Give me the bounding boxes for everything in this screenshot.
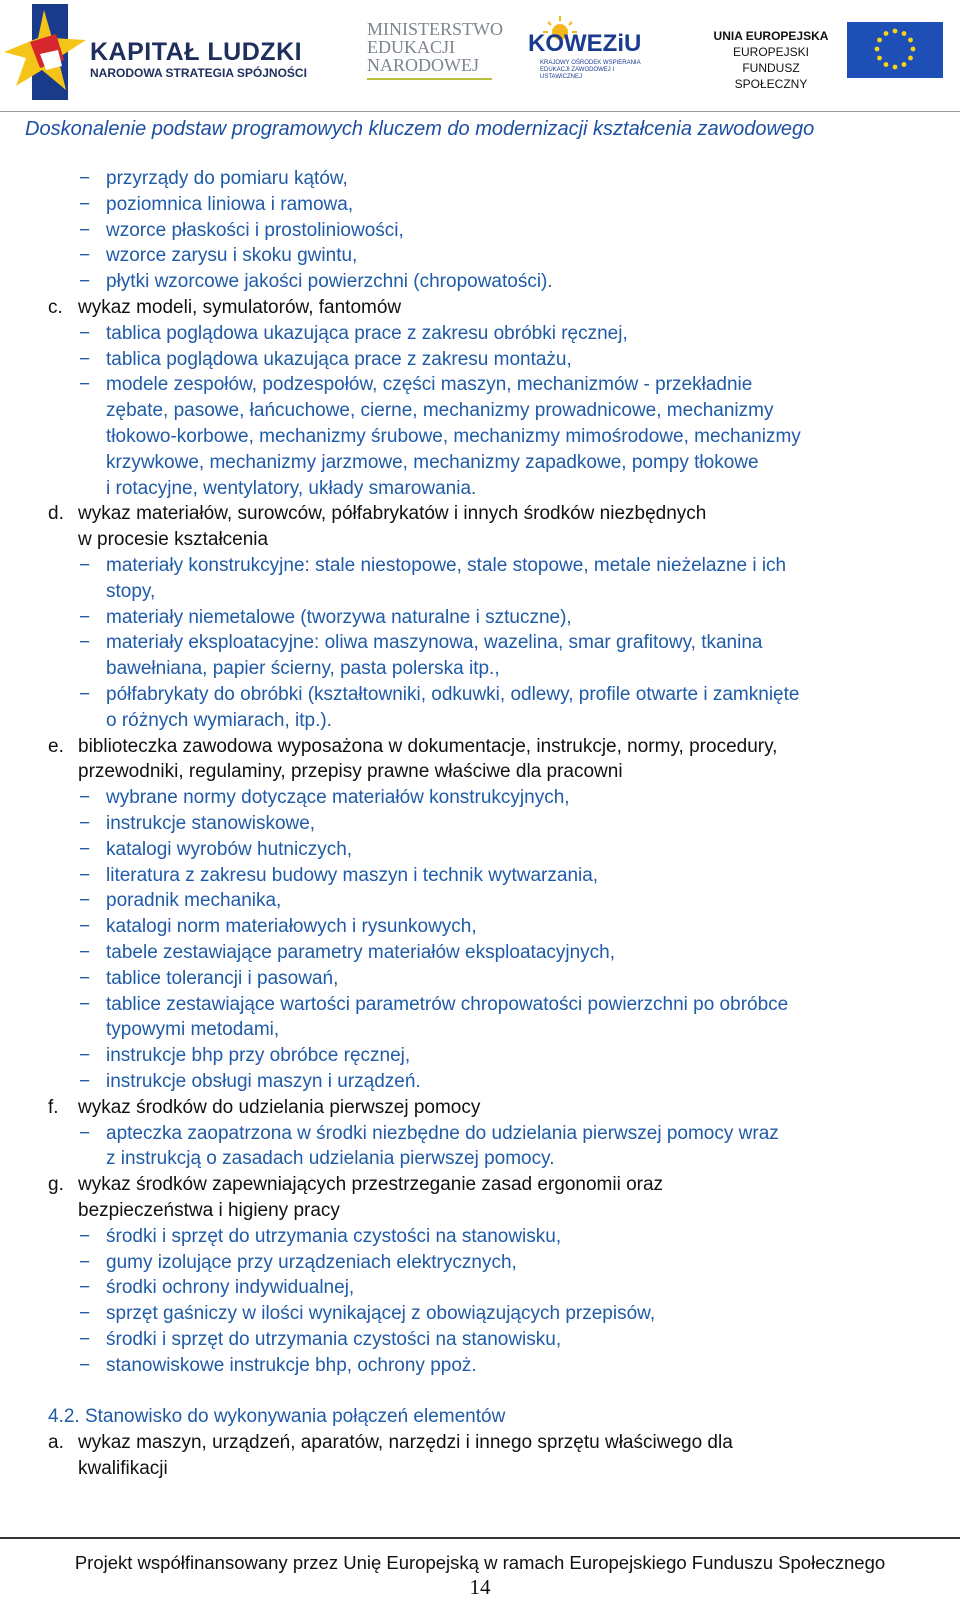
header-logos <box>0 0 960 112</box>
list-dash: − <box>79 1045 91 1067</box>
line-text: wykaz maszyn, urządzeń, aparatów, narzędzi i innego sprzętu właściwego dla <box>78 1432 733 1454</box>
eu-line-2: EUROPEJSKI <box>732 45 810 59</box>
line-text: instrukcje bhp przy obróbce ręcznej, <box>106 1045 411 1067</box>
list-dash: − <box>79 632 91 654</box>
list-dash: − <box>79 193 91 215</box>
eu-line-3: FUNDUSZ SPOŁECZNY <box>734 61 808 91</box>
kapital-ludzki-title: KAPITAŁ LUDZKI <box>90 38 303 66</box>
eu-flag-icon <box>847 22 943 78</box>
list-dash: − <box>79 1225 91 1247</box>
line-text: tablice tolerancji i pasowań, <box>106 967 339 989</box>
kowezu-logo-subtitle: KRAJOWY OŚRODEK WSPIERANIA EDUKACJI ZAWODOWEJ I USTAWICZNEJ <box>540 60 641 80</box>
line-text: tablica poglądowa ukazująca prace z zakresu montażu, <box>106 348 572 370</box>
line-text: tablice zestawiające wartości parametrów chropowatości powierzchni po obróbce <box>106 993 789 1015</box>
line-text: stanowiskowe instrukcje bhp, ochrony ppoż. <box>106 1354 477 1376</box>
ministry-line-2: EDUKACJI <box>367 37 455 57</box>
line-text: instrukcje stanowiskowe, <box>106 813 316 834</box>
line-text: poziomnica liniowa i ramowa, <box>106 193 354 215</box>
kapital-ludzki-subtitle: NARODOWA STRATEGIA SPÓJNOŚCI <box>90 66 307 80</box>
line-text: przewodniki, regulaminy, przepisy prawne właściwe dla pracowni <box>78 761 623 783</box>
list-dash: − <box>79 245 91 267</box>
line-text: zębate, pasowe, łańcuchowe, cierne, mechanizmy prowadnicowe, mechanizmy <box>106 400 774 422</box>
list-dash: − <box>79 555 91 576</box>
ministry-line-3: NARODOWEJ <box>367 55 479 75</box>
line-text: materiały konstrukcyjne: stale niestopowe, stale stopowe, metale nieżelazne i ich <box>106 555 787 576</box>
line-text: poradnik mechanika, <box>106 890 282 912</box>
line-text: płytki wzorcowe jakości powierzchni (chropowatości). <box>106 271 553 293</box>
line-text: gumy izolujące przy urządzeniach elektrycznych, <box>106 1251 517 1273</box>
list-dash: − <box>79 838 91 860</box>
list-dash: − <box>79 1354 91 1376</box>
line-text: środki i sprzęt do utrzymania czystości na stanowisku, <box>106 1329 562 1350</box>
list-dash: − <box>79 1329 91 1350</box>
line-text: sprzęt gaśniczy w ilości wynikającej z obowiązujących przepisów, <box>106 1303 656 1325</box>
line-text: wykaz modeli, symulatorów, fantomów <box>78 297 402 318</box>
list-dash: − <box>79 1277 91 1299</box>
list-dash: − <box>79 271 91 293</box>
line-text: wzorce płaskości i prostoliniowości, <box>106 219 404 241</box>
header-divider <box>0 111 960 112</box>
running-title: Doskonalenie podstaw programowych kluczem do modernizacji kształcenia zawodowego <box>25 118 815 140</box>
line-text: wykaz materiałów, surowców, półfabrykatów i innych środków niezbędnych <box>78 503 707 525</box>
line-text: wykaz środków do udzielania pierwszej pomocy <box>78 1096 481 1118</box>
line-text: z instrukcją o zasadach udzielania pierwszej pomocy. <box>106 1148 555 1170</box>
list-dash: − <box>79 813 91 834</box>
list-dash: − <box>79 1303 91 1325</box>
line-text: tablica poglądowa ukazująca prace z zakresu obróbki ręcznej, <box>106 322 628 344</box>
list-dash: − <box>79 787 91 809</box>
line-text: materiały eksploatacyjne: oliwa maszynowa, wazelina, smar grafitowy, tkanina <box>106 632 763 654</box>
kowezu-logo-text: KOWEZiU <box>528 30 642 57</box>
line-text: środki ochrony indywidualnej, <box>106 1277 355 1299</box>
line-text: katalogi norm materiałowych i rysunkowych, <box>106 916 477 938</box>
line-text: apteczka zaopatrzona w środki niezbędne do udzielania pierwszej pomocy wraz <box>106 1122 779 1144</box>
section-heading: 4.2. Stanowisko do wykonywania połączeń elementów <box>48 1406 506 1428</box>
list-dash: − <box>79 374 91 396</box>
list-letter: g. <box>48 1174 64 1196</box>
ministry-logo <box>367 20 503 74</box>
line-text: literatura z zakresu budowy maszyn i technik wytwarzania, <box>106 864 599 886</box>
list-dash: − <box>79 967 91 989</box>
eu-line-1: UNIA EUROPEJSKA <box>713 29 829 43</box>
list-letter: d. <box>48 503 64 525</box>
footer-text: Projekt współfinansowany przez Unię Europejską w ramach Europejskiego Funduszu Społecznego <box>74 1552 886 1573</box>
list-letter: e. <box>48 735 64 757</box>
list-dash: − <box>79 348 91 370</box>
kapital-ludzki-logo-icon <box>4 4 86 100</box>
list-letter: a. <box>48 1432 64 1454</box>
line-text: instrukcje obsługi maszyn i urządzeń. <box>106 1071 421 1092</box>
line-text: biblioteczka zawodowa wyposażona w dokumentacje, instrukcje, normy, procedury, <box>78 735 778 757</box>
list-dash: − <box>79 1122 91 1144</box>
line-text: kwalifikacji <box>78 1458 168 1479</box>
line-text: półfabrykaty do obróbki (kształtowniki, odkuwki, odlewy, profile otwarte i zamknięte <box>106 684 800 705</box>
list-dash: − <box>79 890 91 912</box>
line-text: materiały niemetalowe (tworzywa naturalne i sztuczne), <box>106 606 572 628</box>
list-dash: − <box>79 322 91 344</box>
ministry-line-1: MINISTERSTWO <box>367 19 503 39</box>
line-text: stopy, <box>106 580 156 602</box>
line-text: tłokowo-korbowe, mechanizmy śrubowe, mechanizmy mimośrodowe, mechanizmy <box>106 426 801 447</box>
list-dash: − <box>79 168 91 189</box>
list-dash: − <box>79 864 91 886</box>
page-number: 14 <box>469 1575 491 1599</box>
line-text: wykaz środków zapewniających przestrzeganie zasad ergonomii oraz <box>78 1174 664 1196</box>
list-dash: − <box>79 219 91 241</box>
line-text: wybrane normy dotyczące materiałów konstrukcyjnych, <box>106 787 570 809</box>
line-text: o różnych wymiarach, itp.). <box>106 709 332 731</box>
list-dash: − <box>79 1251 91 1273</box>
list-dash: − <box>79 1071 91 1092</box>
list-dash: − <box>79 942 91 963</box>
ministry-underline <box>367 78 492 80</box>
line-text: i rotacyjne, wentylatory, układy smarowania. <box>106 477 477 499</box>
line-text: przyrządy do pomiaru kątów, <box>106 168 348 189</box>
list-dash: − <box>79 684 91 705</box>
list-letter: f. <box>48 1096 59 1118</box>
list-dash: − <box>79 606 91 628</box>
line-text: tabele zestawiające parametry materiałów eksploatacyjnych, <box>106 942 616 963</box>
line-text: modele zespołów, podzespołów, części maszyn, mechanizmów - przekładnie <box>106 374 753 396</box>
list-dash: − <box>79 916 91 938</box>
line-text: katalogi wyrobów hutniczych, <box>106 838 353 860</box>
list-letter: c. <box>48 297 63 318</box>
line-text: bezpieczeństwa i higieny pracy <box>78 1200 340 1221</box>
line-text: w procesie kształcenia <box>78 529 269 551</box>
line-text: środki i sprzęt do utrzymania czystości na stanowisku, <box>106 1225 562 1247</box>
footer-divider <box>0 1537 960 1539</box>
line-text: wzorce zarysu i skoku gwintu, <box>106 245 358 267</box>
line-text: krzywkowe, mechanizmy jarzmowe, mechanizmy zapadkowe, pompy tłokowe <box>106 451 759 473</box>
eu-logo-text <box>706 28 836 92</box>
list-dash: − <box>79 993 91 1015</box>
line-text: bawełniana, papier ścierny, pasta polerska itp., <box>106 658 500 680</box>
line-text: typowymi metodami, <box>106 1019 280 1041</box>
